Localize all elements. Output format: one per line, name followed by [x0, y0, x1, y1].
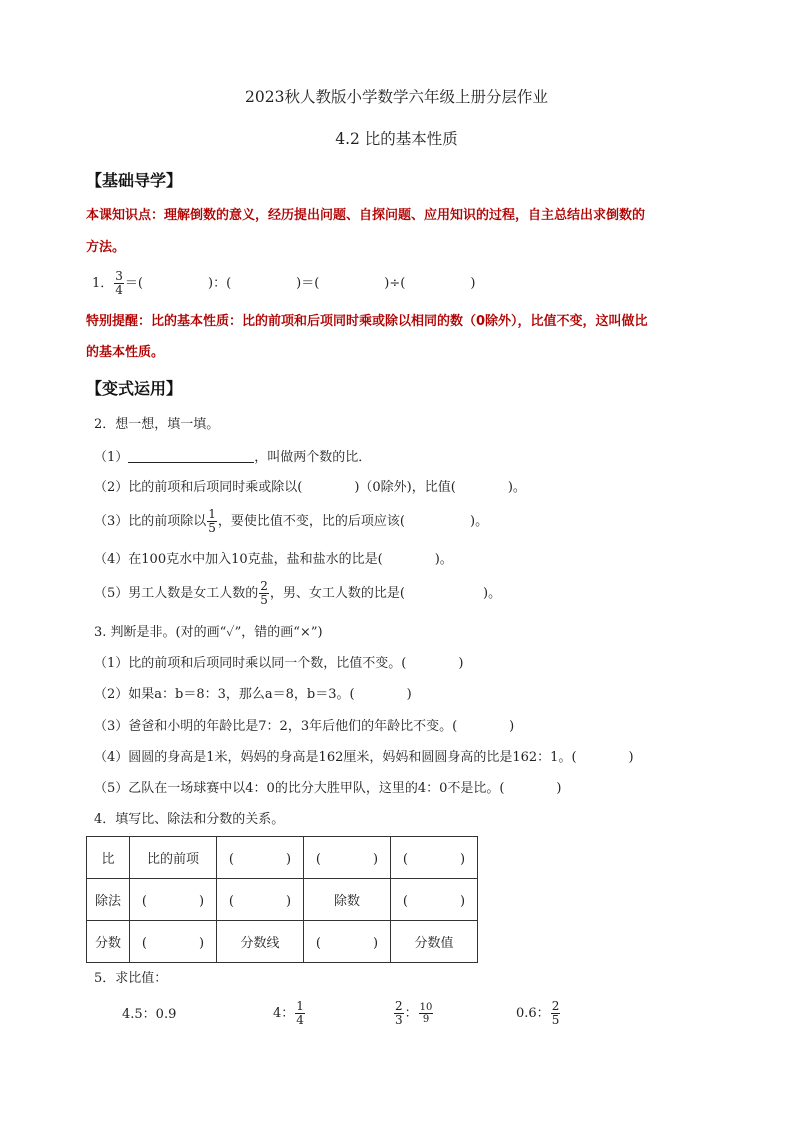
- ratio-c: [393, 998, 434, 1030]
- fraction-two-thirds: [394, 1000, 404, 1027]
- ratio-d: [516, 998, 561, 1030]
- fraction-denominator: 4: [296, 1013, 304, 1027]
- tip-line2: 的基本性质。: [86, 345, 165, 360]
- page-subtitle: 4.2 比的基本性质: [335, 130, 458, 148]
- ratio-a: 4.5：0.9: [122, 1007, 177, 1022]
- question-2-5: [94, 580, 501, 608]
- table-cell[interactable]: ( ): [217, 837, 304, 879]
- table-row: [87, 879, 478, 921]
- question-3-title: 3. 判断是非。(对的画“✓”，错的画“×”): [94, 625, 323, 640]
- table-cell[interactable]: ( ): [391, 837, 478, 879]
- fraction-three-quarters: [114, 270, 124, 297]
- fraction-numerator: 2: [260, 579, 268, 593]
- fraction-numerator: 2: [395, 999, 403, 1013]
- page-title: 2023秋人教版小学数学六年级上册分层作业: [245, 88, 548, 106]
- question-2-1-text: ，叫做两个数的比．: [254, 450, 372, 465]
- fraction-denominator: 4: [115, 283, 123, 297]
- table-cell: 除法: [87, 879, 130, 921]
- fraction-numerator: 1: [296, 999, 304, 1013]
- knowledge-point-line1: 本课知识点：理解倒数的意义，经历提出问题、自探问题、应用知识的过程，自主总结出求倒数的: [86, 208, 646, 223]
- question-2-5-text: （5）男工人数是女工人数的: [94, 586, 259, 601]
- ratio-c-colon: ：: [404, 1006, 418, 1021]
- section-heading-basic: 【基础导学】: [86, 171, 183, 190]
- tip-line1: 特别提醒：比的基本性质：比的前项和后项同时乘或除以相同的数（0除外），比值不变，这叫做比: [86, 314, 648, 329]
- fraction-numerator: 2: [551, 999, 560, 1013]
- fraction-numerator: 1: [208, 507, 216, 521]
- answer-blank[interactable]: [128, 448, 254, 463]
- judge-item[interactable]: （2）如果a：b＝8：3，那么a＝8，b＝3。( ): [94, 687, 412, 702]
- fraction-denominator: 5: [260, 593, 268, 607]
- question-2-title: 2．想一想，填一填。: [94, 417, 220, 432]
- fraction-two-fifths: [259, 580, 269, 607]
- fraction-denominator: 5: [208, 521, 216, 535]
- table-cell[interactable]: ( ): [304, 921, 391, 963]
- fraction-one-fifth: [207, 508, 217, 535]
- table-cell[interactable]: ( ): [304, 837, 391, 879]
- question-1: [92, 270, 475, 298]
- question-2-2[interactable]: （2）比的前项和后项同时乘或除以( )（0除外)，比值( )。: [94, 480, 526, 495]
- fraction-denominator: 5: [551, 1013, 560, 1027]
- table-cell[interactable]: ( ): [130, 879, 217, 921]
- question-1-number: 1．: [92, 276, 114, 291]
- fraction-denominator: 9: [422, 1014, 430, 1025]
- judge-item[interactable]: （3）爸爸和小明的年龄比是7：2，3年后他们的年龄比不变。( ): [94, 719, 515, 734]
- ratio-b-text: 4：: [273, 1006, 295, 1021]
- judge-item[interactable]: （1）比的前项和后项同时乘以同一个数，比值不变。( ): [94, 656, 464, 671]
- question-2-4[interactable]: （4）在100克水中加入10克盐，盐和盐水的比是( )。: [94, 552, 453, 567]
- table-cell: 比: [87, 837, 130, 879]
- question-2-1-number: （1）: [94, 450, 129, 465]
- table-row: [87, 837, 478, 879]
- fraction-numerator: 3: [115, 269, 123, 283]
- table-cell: 分数线: [217, 921, 304, 963]
- table-row: [87, 921, 478, 963]
- fraction-numerator: 10: [419, 1002, 433, 1013]
- judge-item[interactable]: （5）乙队在一场球赛中以4：0的比分大胜甲队，这里的4：0不是比。( ): [94, 781, 562, 796]
- table-cell[interactable]: ( ): [391, 879, 478, 921]
- question-1-blanks[interactable]: ＝( )：( )＝( )÷( ): [124, 276, 476, 291]
- fraction-ten-ninths: [419, 1002, 434, 1025]
- fraction-denominator: 3: [395, 1013, 403, 1027]
- table-cell: 除数: [304, 879, 391, 921]
- question-2-3-blank[interactable]: ，要使比值不变，比的后项应该( )。: [217, 514, 489, 529]
- judge-item[interactable]: （4）圆圆的身高是1米，妈妈的身高是162厘米，妈妈和圆圆身高的比是162：1。( ): [94, 750, 634, 765]
- question-4-title: 4．填写比、除法和分数的关系。: [94, 812, 285, 827]
- question-2-5-blank[interactable]: ，男、女工人数的比是( )。: [269, 586, 502, 601]
- question-2-1: [94, 448, 371, 467]
- ratio-d-text: 0.6：: [516, 1006, 550, 1021]
- relation-table: [86, 836, 478, 963]
- question-2-3: [94, 508, 488, 536]
- table-cell[interactable]: ( ): [130, 921, 217, 963]
- table-cell: 比的前项: [130, 837, 217, 879]
- fraction-two-fifths: [551, 1000, 561, 1027]
- table-cell: 分数: [87, 921, 130, 963]
- question-2-3-text: （3）比的前项除以: [94, 514, 207, 529]
- fraction-one-quarter: [295, 1000, 305, 1027]
- question-5-title: 5．求比值：: [94, 971, 168, 986]
- ratio-b: [273, 998, 306, 1030]
- table-cell[interactable]: ( ): [217, 879, 304, 921]
- table-cell: 分数值: [391, 921, 478, 963]
- knowledge-point-line2: 方法。: [86, 240, 126, 255]
- section-heading-variation: 【变式运用】: [86, 379, 183, 398]
